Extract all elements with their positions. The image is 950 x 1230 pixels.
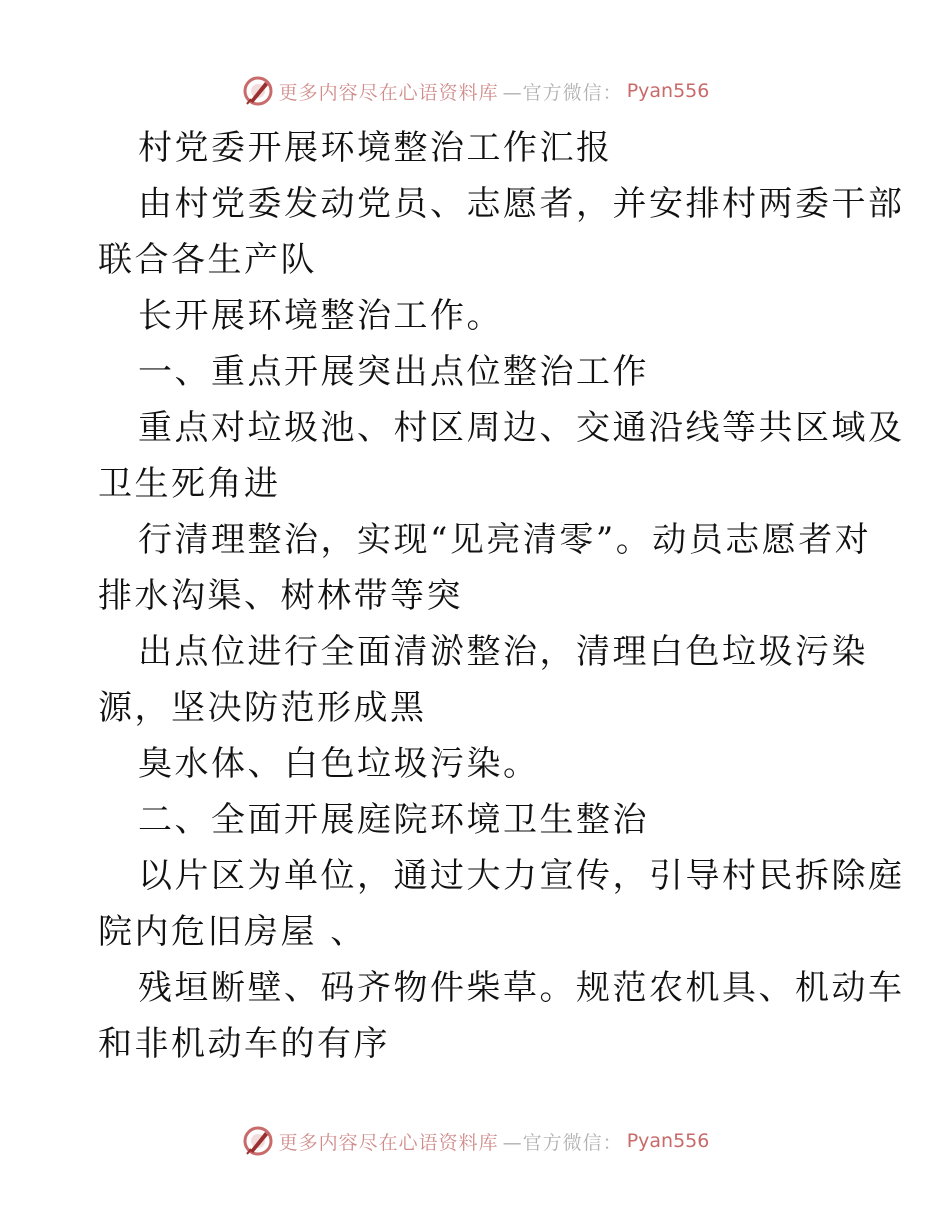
doc-line-5: 一、重点开展突出点位整治工作 xyxy=(138,352,649,392)
doc-line-4: 长开展环境整治工作。 xyxy=(138,296,503,336)
watermark-separator: —官方微信： xyxy=(502,81,623,104)
watermark-separator: —官方微信： xyxy=(502,1131,623,1154)
doc-line-12: 臭水体、白色垃圾污染。 xyxy=(138,744,540,784)
watermark-account: Pyan556 xyxy=(626,1130,710,1152)
doc-line-6: 重点对垃圾池、村区周边、交通沿线等共区域及 xyxy=(138,408,905,448)
doc-line-8: 行清理整治，实现“见亮清零”。动员志愿者对 xyxy=(138,520,872,560)
doc-line-14: 以片区为单位，通过大力宣传，引导村民拆除庭 xyxy=(138,856,905,896)
watermark-brand: 更多内容尽在心语资料库 xyxy=(278,1131,499,1154)
doc-line-1: 村党委开展环境整治工作汇报 xyxy=(138,128,613,168)
watermark-account: Pyan556 xyxy=(626,80,710,102)
doc-line-13: 二、全面开展庭院环境卫生整治 xyxy=(138,800,649,840)
doc-line-15: 院内危旧房屋 、 xyxy=(98,912,367,952)
header-watermark xyxy=(0,74,950,108)
doc-line-11: 源，坚决防范形成黑 xyxy=(98,688,427,728)
doc-line-17: 和非机动车的有序 xyxy=(98,1024,390,1064)
doc-line-7: 卫生死角进 xyxy=(98,464,281,504)
doc-line-3: 联合各生产队 xyxy=(98,240,317,280)
quill-logo-icon xyxy=(241,74,275,108)
doc-line-16: 残垣断壁、码齐物件柴草。规范农机具、机动车 xyxy=(138,968,905,1008)
doc-line-10: 出点位进行全面清淤整治，清理白色垃圾污染 xyxy=(138,632,868,672)
doc-line-9: 排水沟渠、树林带等突 xyxy=(98,576,463,616)
watermark-brand: 更多内容尽在心语资料库 xyxy=(278,81,499,104)
footer-watermark xyxy=(0,1124,950,1158)
document-body xyxy=(98,120,905,1072)
quill-logo-icon xyxy=(241,1124,275,1158)
doc-line-2: 由村党委发动党员、志愿者，并安排村两委干部 xyxy=(138,184,905,224)
